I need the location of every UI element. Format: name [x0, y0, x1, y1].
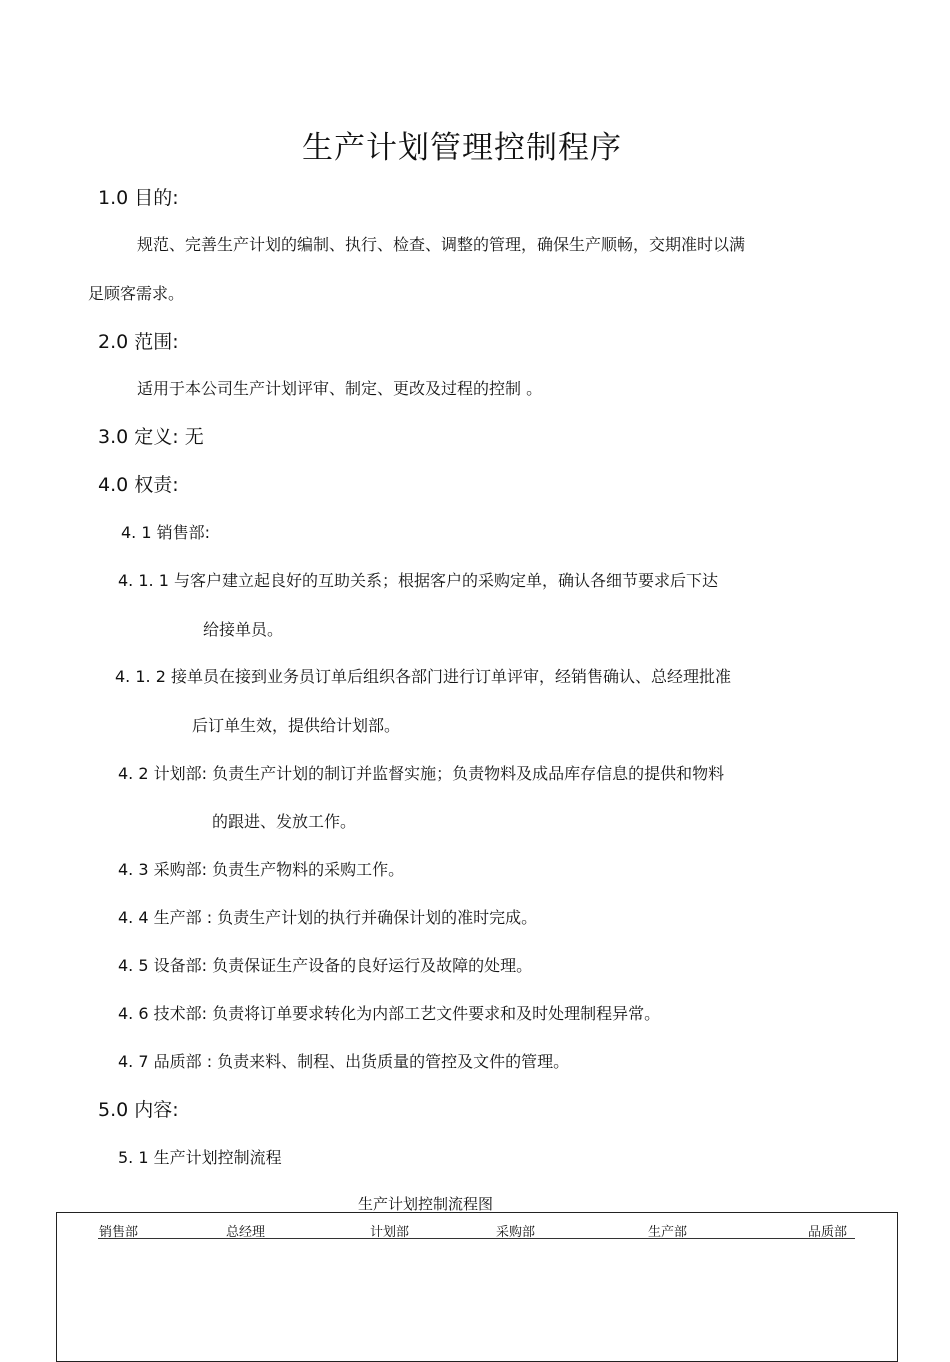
dept-sales: 销售部	[99, 1225, 139, 1240]
section-4-6: 4. 6 技术部: 负责将订单要求转化为内部工艺文件要求和及时处理制程异常。	[118, 1004, 661, 1023]
section-3-heading: 3.0 定义: 无	[98, 426, 204, 448]
dept-planning: 计划部	[370, 1225, 410, 1240]
section-1-text-line1: 规范、完善生产计划的编制、执行、检查、调整的管理，确保生产顺畅，交期准时以满	[137, 235, 746, 254]
dept-quality: 品质部	[808, 1225, 848, 1240]
flowchart-frame	[56, 1212, 898, 1362]
section-4-1-1-line1: 4. 1. 1 与客户建立起良好的互助关系；根据客户的采购定单，确认各细节要求后下达	[118, 571, 718, 590]
page-title: 生产计划管理控制程序	[302, 130, 622, 166]
section-2-text: 适用于本公司生产计划评审、制定、更改及过程的控制 。	[137, 379, 543, 398]
section-1-text-line2: 足顾客需求。	[88, 284, 185, 303]
section-4-2-line1: 4. 2 计划部: 负责生产计划的制订并监督实施；负责物料及成品库存信息的提供和物料	[118, 764, 725, 783]
section-4-heading: 4.0 权责:	[98, 474, 179, 496]
section-1-heading: 1.0 目的:	[98, 187, 179, 209]
section-4-1: 4. 1 销售部:	[121, 523, 211, 542]
dept-production: 生产部	[648, 1225, 688, 1240]
department-header-line	[98, 1238, 855, 1239]
section-4-1-2-line2: 后订单生效，提供给计划部。	[192, 716, 401, 735]
section-4-1-1-line2: 给接单员。	[203, 620, 284, 639]
section-5-heading: 5.0 内容:	[98, 1099, 179, 1121]
section-4-4: 4. 4 生产部 : 负责生产计划的执行并确保计划的准时完成。	[118, 908, 538, 927]
section-4-1-2-line1: 4. 1. 2 接单员在接到业务员订单后组织各部门进行订单评审，经销售确认、总经理批准	[115, 667, 731, 686]
section-4-5: 4. 5 设备部: 负责保证生产设备的良好运行及故障的处理。	[118, 956, 533, 975]
dept-purchasing: 采购部	[496, 1225, 536, 1240]
section-4-2-line2: 的跟进、发放工作。	[212, 812, 357, 831]
section-4-7: 4. 7 品质部 : 负责来料、制程、出货质量的管控及文件的管理。	[118, 1052, 570, 1071]
dept-general-manager: 总经理	[226, 1225, 266, 1240]
flowchart-caption: 生产计划控制流程图	[358, 1195, 494, 1213]
section-2-heading: 2.0 范围:	[98, 331, 179, 353]
section-5-1: 5. 1 生产计划控制流程	[118, 1148, 282, 1167]
section-4-3: 4. 3 采购部: 负责生产物料的采购工作。	[118, 860, 405, 879]
